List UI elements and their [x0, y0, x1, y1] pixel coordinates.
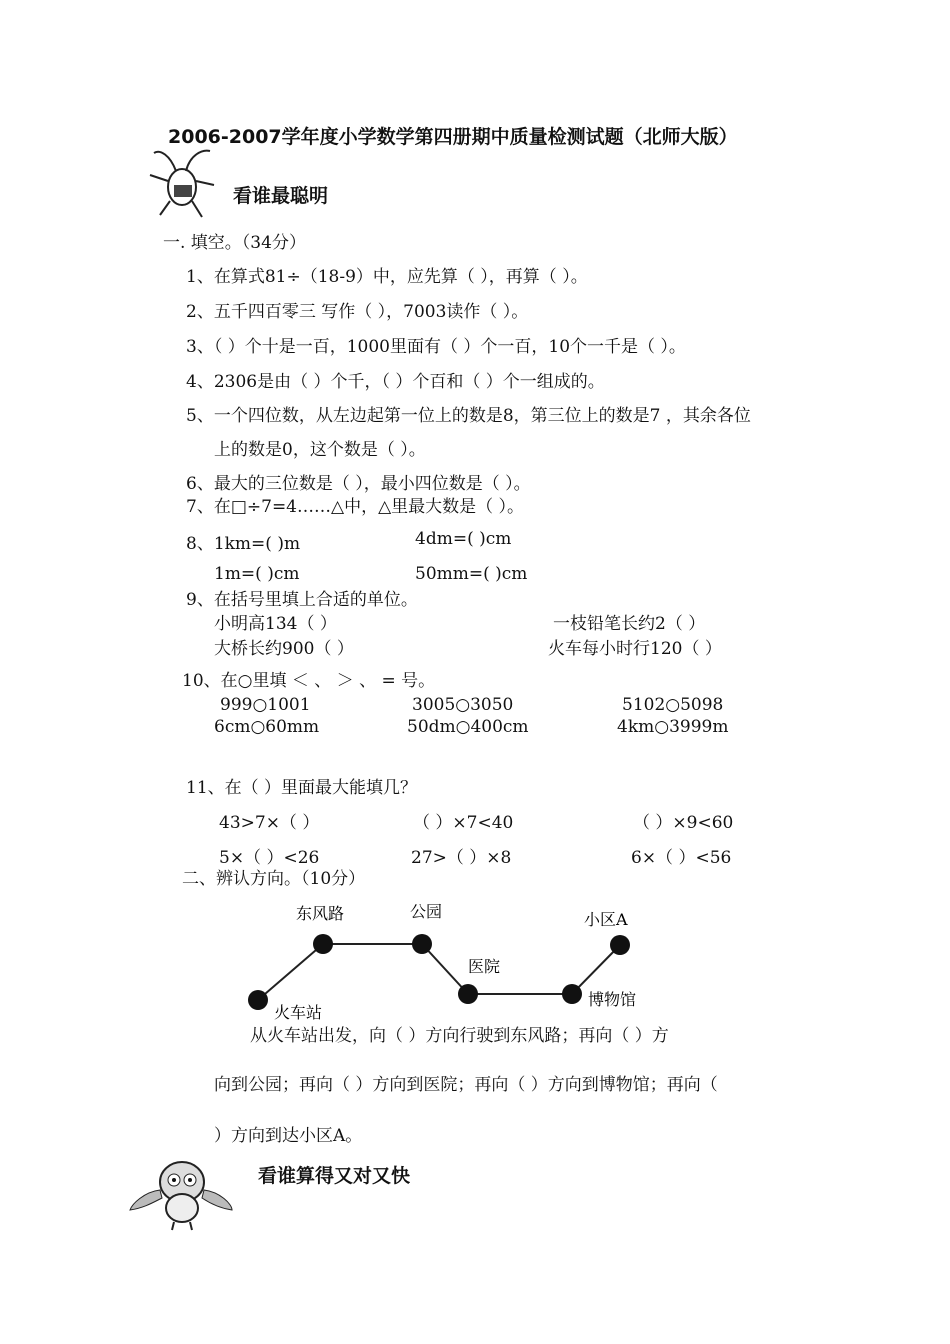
question-9-d: 火车每小时行120（ ）	[548, 639, 722, 659]
park-dot	[412, 934, 432, 954]
question-9-a: 小明高134（ ）	[214, 614, 337, 634]
question-10-stem: 10、在○里填 ＜ 、 ＞ 、 = 号。	[182, 671, 436, 691]
question-12-line2: 向到公园；再向（ ）方向到医院；再向（ ）方向到博物馆；再向（	[214, 1075, 718, 1095]
page-title: 2006-2007学年度小学数学第四册期中质量检测试题（北师大版）	[168, 126, 738, 148]
question-11-b: （ ）×7<40	[413, 813, 514, 833]
question-8-c: 1m=( )cm	[214, 564, 300, 584]
question-10-c: 5102○5098	[622, 695, 724, 715]
question-5-line1: 5、一个四位数，从左边起第一位上的数是8，第三位上的数是7 ，其余各位	[186, 406, 751, 426]
question-1: 1、在算式81÷（18-9）中，应先算（ ），再算（ ）。	[186, 267, 588, 287]
museum-dot	[562, 984, 582, 1004]
question-11-a: 43>7×（ ）	[219, 813, 320, 833]
question-4: 4、2306是由（ ）个千，（ ）个百和（ ）个一组成的。	[186, 372, 605, 392]
station-dot	[248, 990, 268, 1010]
question-9-stem: 9、在括号里填上合适的单位。	[186, 590, 418, 610]
question-9-b: 一枝铅笔长约2（ ）	[553, 614, 706, 634]
owl-mascot-icon	[126, 1152, 236, 1232]
district-label: 小区A	[584, 910, 628, 929]
question-8-a: 8、1km=( )m	[186, 534, 301, 554]
hospital-label: 医院	[468, 957, 501, 976]
question-9-c: 大桥长约900（ ）	[214, 639, 354, 659]
hospital-dot	[458, 984, 478, 1004]
section-heading-smart: 看谁最聪明	[233, 185, 329, 207]
question-6: 6、最大的三位数是（ ），最小四位数是（ ）。	[186, 474, 531, 494]
question-8-d: 50mm=( )cm	[415, 564, 528, 584]
question-11-f: 6×（ ）<56	[631, 848, 732, 868]
east-road-dot	[313, 934, 333, 954]
question-12-line1: 从火车站出发，向（ ）方向行驶到东风路；再向（ ）方	[250, 1026, 669, 1046]
part1-heading: 一. 填空。（34分）	[163, 233, 306, 253]
question-11-e: 27>（ ）×8	[411, 848, 512, 868]
question-2: 2、五千四百零三 写作（ ），7003读作（ ）。	[186, 302, 529, 322]
section-heading-fast: 看谁算得又对又快	[258, 1165, 411, 1187]
question-10-e: 50dm○400cm	[407, 717, 529, 737]
question-11-c: （ ）×9<60	[633, 813, 734, 833]
question-3: 3、（ ）个十是一百，1000里面有（ ）个一百，10个一千是（ ）。	[186, 337, 686, 357]
question-5-line2: 上的数是0，这个数是（ ）。	[214, 440, 426, 460]
park-label: 公园	[410, 902, 443, 921]
question-10-a: 999○1001	[220, 695, 311, 715]
question-11-d: 5×（ ）<26	[219, 848, 320, 868]
question-7: 7、在□÷7=4……△中，△里最大数是（ ）。	[186, 497, 525, 517]
east-road-label: 东风路	[296, 904, 345, 923]
station-label: 火车站	[274, 1003, 323, 1022]
question-8-b: 4dm=( )cm	[415, 529, 512, 549]
question-10-b: 3005○3050	[412, 695, 514, 715]
question-11-stem: 11、在（ ）里面最大能填几？	[186, 778, 418, 798]
district-dot	[610, 935, 630, 955]
question-10-f: 4km○3999m	[617, 717, 729, 737]
part2-heading: 二、辨认方向。（10分）	[182, 869, 366, 889]
question-10-d: 6cm○60mm	[214, 717, 320, 737]
question-12-line3: ）方向到达小区A。	[214, 1126, 363, 1146]
museum-label: 博物馆	[588, 990, 637, 1009]
rabbit-mascot-icon	[140, 145, 230, 225]
